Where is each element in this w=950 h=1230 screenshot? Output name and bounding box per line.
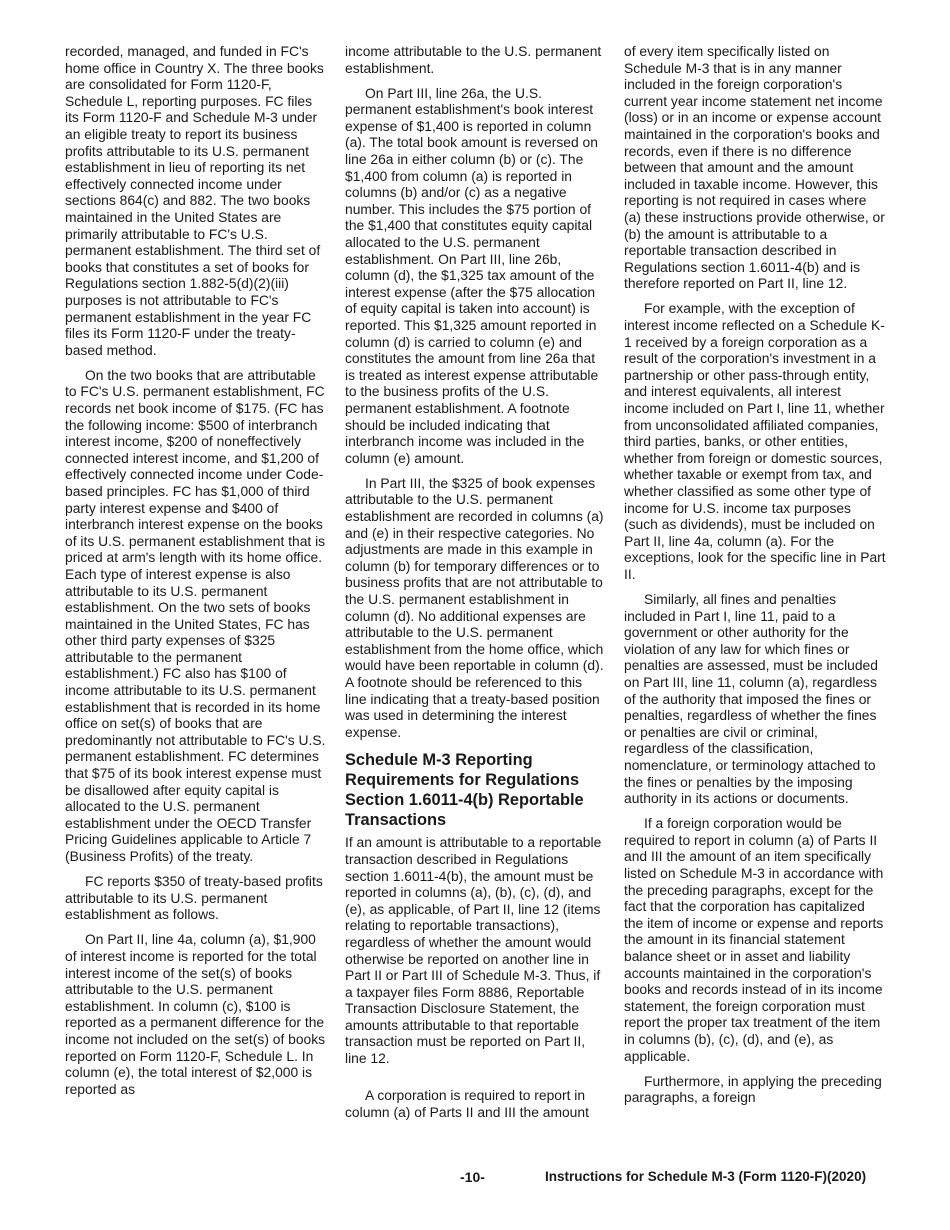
paragraph: Similarly, all fines and penalties included in Part I, line 11, paid to a government or other authority for the violation of any law for which fines or penalties are assessed, must be included on Part III, line 11, column (a), regardless of the authority that imposed the fines or penalties, regardless of whether the fines or penalties are civil or criminal, regardless of the classification, nomenclature, or terminology attached to the fines or penalties by the imposing authority in its actions or documents. [624, 591, 878, 807]
footer-title: Instructions for Schedule M-3 (Form 1120-F)(2020) [545, 1169, 867, 1184]
paragraph: income attributable to the U.S. permanent establishment. [345, 43, 602, 76]
paragraph: of every item specifically listed on Schedule M-3 that is in any manner included in the foreign corporation's current year income statement net income (loss) or in an income or expense account maintained in the corporation's books and records, even if there is no difference between that amount and the amount included in taxable income. However, this reporting is not required in cases where (a) these instructions provide otherwise, or (b) the amount is attributable to a reportable transaction described in Regulations section 1.6011-4(b) and is therefore reported on Part II, line 12. [624, 43, 885, 292]
paragraph: In Part III, the $325 of book expenses attributable to the U.S. permanent establishment are recorded in columns (a) and (e) in their respective categories. No adjustments are made in this example in column (b) for temporary differences or to business profits that are not attributable to the U.S. permanent establishment in column (d). No additional expenses are attributable to the U.S. permanent establishment from the home office, which would have been reportable in column (d). A footnote should be referenced to this line indicating that a treaty-based position was used in determining the interest expense. [345, 474, 604, 740]
paragraph: FC reports $350 of treaty-based profits attributable to its U.S. permanent establishment as follows. [65, 873, 323, 923]
paragraph: For example, with the exception of interest income reflected on a Schedule K-1 received by a foreign corporation as a result of the corporation's investment in a partnership or other pass-through entity, and interest equivalents, all interest income included on Part I, line 11, whether from unconsolidated affiliated companies, third parties, banks, or other entities, whether from foreign or domestic sources, whether taxable or exempt from tax, and whether classified as some other type of income for U.S. income tax purposes (such as dividends), must be included on Part II, line 4a, column (a). For the exceptions, look for the specific line in Part II. [624, 300, 886, 582]
page-number: -10- [460, 1169, 485, 1185]
section-heading: Schedule M-3 Reporting Requirements for Regulations Section 1.6011-4(b) Reportable Transactions [345, 751, 584, 830]
paragraph: On the two books that are attributable to FC's U.S. permanent establishment, FC records net book income of $175. (FC has the following income: $500 of interbranch interest income, $200 of noneffectively connected interest income, and $1,200 of effectively connected income under Code-based principles. FC has $1,000 of third party interest expense and $400 of interbranch interest expense on the books of its U.S. permanent establishment that is priced at arm's length with its home office. Each type of interest expense is also attributable to its U.S. permanent establishment. On the two sets of books maintained in the United States, FC has other third party expenses of $325 attributable to the permanent establishment.) FC also has $100 of income attributable to its U.S. permanent establishment that is recorded in its home office on set(s) of books that are predominantly not attributable to FC's U.S. permanent establishment. FC determines that $75 of its book interest expense must be disallowed after equity capital is allocated to the U.S. permanent establishment under the OECD Transfer Pricing Guidelines applicable to Article 7 (Business Profits) of the treaty. [65, 366, 326, 864]
paragraph: Furthermore, in applying the preceding paragraphs, a foreign [624, 1072, 882, 1106]
paragraph: If an amount is attributable to a reportable transaction described in Regulations section 1.6011-4(b), the amount must be reported in columns (a), (b), (c), (d), and (e), as applicable, of Part II, line 12 (items relating to reportable transactions), regardless of whether the amount would otherwise be reported on another line in Part II or Part III of Schedule M-3. Thus, if a taxpayer files Form 8886, Reportable Transaction Disclosure Statement, the amounts attributable to that reportable transaction must be reported on Part II, line 12. [345, 834, 602, 1067]
text-column-right [624, 43, 886, 1114]
text-column-left [65, 43, 327, 1106]
paragraph: On Part II, line 4a, column (a), $1,900 of interest income is reported for the total interest income of the set(s) of books attributable to the U.S. permanent establishment. In column (c), $100 is reported as a permanent difference for the income not included on the set(s) of books reported on Form 1120-F, Schedule L. In column (e), the total interest of $2,000 is reported as [65, 931, 326, 1097]
paragraph: On Part III, line 26a, the U.S. permanent establishment's book interest expense of $1,400 is reported in column (a). The total book amount is reversed on line 26a in either column (b) or (c). The $1,400 from column (a) is reported in columns (b) and/or (c) as a negative number. This includes the $75 portion of the $1,400 that constitutes equity capital allocated to the U.S. permanent establishment. On Part III, line 26b, column (d), the $1,325 tax amount of the interest expense (after the $75 allocation of equity capital is taken into account) is reported. This $1,325 amount reported in column (d) is carried to column (e) and constitutes the amount from line 26a that is treated as interest expense attributable to the business profits of the U.S. permanent establishment. A footnote should be included indicating that interbranch income was included in the column (e) amount. [345, 84, 599, 466]
paragraph: A corporation is required to report in column (a) of Parts II and III the amount [345, 1087, 589, 1120]
paragraph: recorded, managed, and funded in FC's home office in Country X. The three books are consolidated for Form 1120-F, Schedule L, reporting purposes. FC files its Form 1120-F and Schedule M-3 under an eligible treaty to report its business profits attributable to its U.S. permanent establishment in lieu of reporting its net effectively connected income under sections 864(c) and 882. The two books maintained in the United States are primarily attributable to FC's U.S. permanent establishment. The third set of books that constitutes a set of books for Regulations section 1.882-5(d)(2)(iii) purposes is not attributable to FC's permanent establishment in the year FC files its Form 1120-F under the treaty-based method. [65, 43, 324, 358]
paragraph: If a foreign corporation would be required to report in column (a) of Parts II and III the amount of an item specifically listed on Schedule M-3 in accordance with the preceding paragraphs, except for the fact that the corporation has capitalized the item of income or expense and reports the amount in its financial statement balance sheet or in asset and liability accounts maintained in the corporation's books and records instead of in its income statement, the foreign corporation must report the proper tax treatment of the item in columns (b), (c), (d), and (e), as applicable. [624, 815, 884, 1064]
text-column-middle [345, 43, 607, 1129]
